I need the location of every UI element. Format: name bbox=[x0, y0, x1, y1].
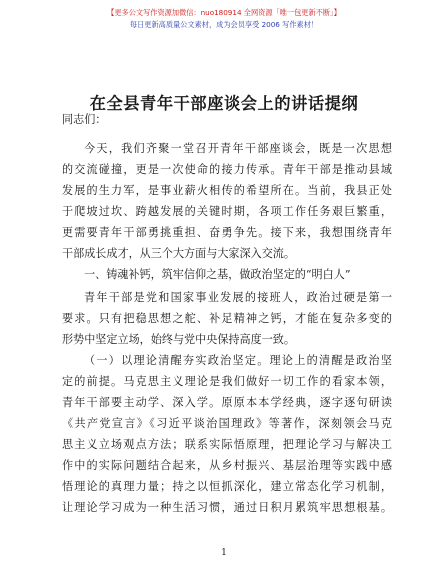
page-number: 1 bbox=[221, 548, 227, 558]
paragraph-line: 更需要青年干部勇挑重担、奋勇争先。接下来，我想围绕青年 bbox=[62, 226, 392, 239]
paragraph-line: 青年干部是党和国家事业发展的接班人，政治过硬是第一 bbox=[84, 291, 392, 304]
section-heading: 一、铸魂补钙，筑牢信仰之基，做政治坚定的“明白人” bbox=[84, 268, 351, 281]
paragraph-line: 的交流碰撞，更是一次使命的接力传承。青年干部是推动县域 bbox=[62, 163, 392, 176]
paragraph-line: 干部成长成才，从三个大方面与大家深入交流。 bbox=[62, 247, 295, 260]
paragraph-line: 让理论学习成为一种生活习惯，通过日积月累筑牢思想根基。 bbox=[62, 501, 392, 514]
promo-line-1: 【更多公文写作资源加微信：nuo180914 全网资源「唯一包更新不断」】 bbox=[107, 8, 341, 17]
paragraph-line: 悟理论的真理力量；持之以恒抓深化，建立常态化学习机制， bbox=[62, 480, 392, 493]
paragraph-line: 作中的实际问题结合起来，从乡村振兴、基层治理等实践中感 bbox=[62, 459, 392, 472]
promo-banner bbox=[0, 7, 448, 31]
paragraph-line: 要求。只有把稳思想之舵、补足精神之钙，才能在复杂多变的 bbox=[62, 312, 392, 325]
paragraph-line: 《共产党宣言》《习近平谈治国理政》等著作，深刻领会马克 bbox=[62, 417, 392, 430]
paragraph-line: （一）以理论清醒夯实政治坚定。理论上的清醒是政治坚 bbox=[84, 354, 392, 367]
paragraph-line: 定的前提。马克思主义理论是我们做好一切工作的看家本领， bbox=[62, 375, 392, 388]
paragraph-line: 于爬坡过坎、跨越发展的关键时期，各项工作任务艰巨繁重， bbox=[62, 205, 392, 218]
paragraph-line: 今天，我们齐聚一堂召开青年干部座谈会，既是一次思想 bbox=[84, 142, 392, 155]
paragraph-line: 形势中坚定立场，始终与党中央保持高度一致。 bbox=[62, 333, 295, 346]
promo-line-2: 每日更新高质量公文素材，成为会员享受 2006 写作素材！ bbox=[129, 20, 319, 29]
paragraph-line: 发展的生力军，是事业薪火相传的希望所在。当前，我县正处 bbox=[62, 184, 392, 197]
salutation: 同志们： bbox=[62, 113, 107, 126]
paragraph-line: 青年干部要主动学、深入学。原原本本学经典，逐字逐句研读 bbox=[62, 396, 392, 409]
document-title: 在全县青年干部座谈会上的讲话提纲 bbox=[89, 94, 359, 113]
paragraph-line: 思主义立场观点方法；联系实际悟原理，把理论学习与解决工 bbox=[62, 438, 392, 451]
